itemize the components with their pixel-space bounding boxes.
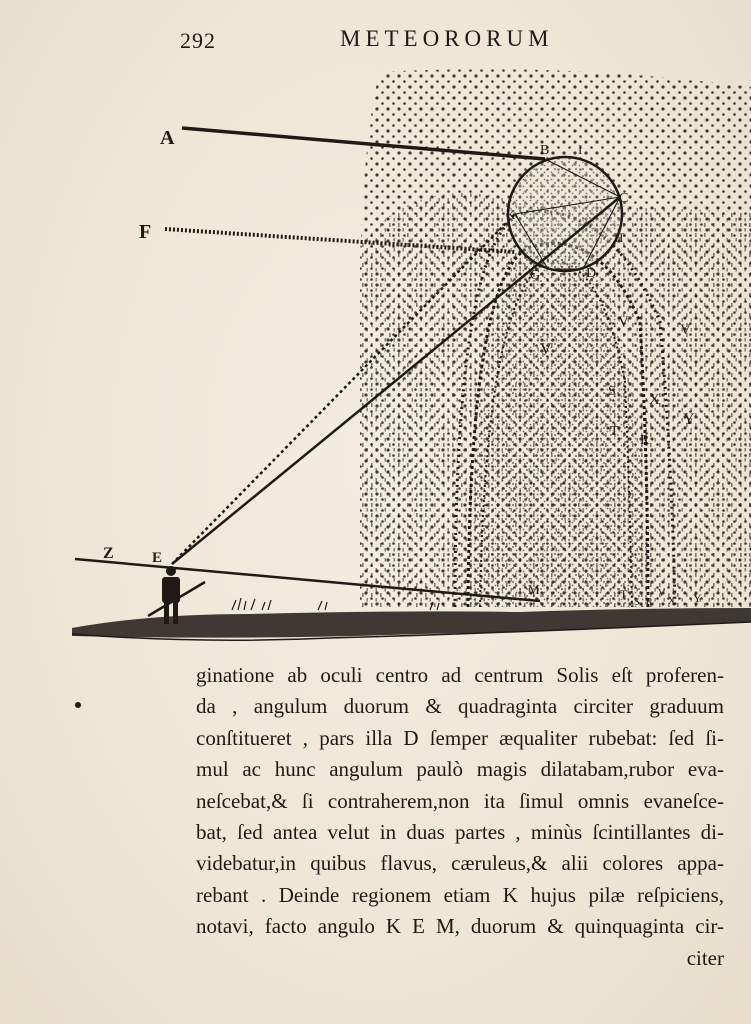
- label-S-base: S: [634, 597, 640, 608]
- text-line: citer: [686, 945, 724, 970]
- label-A: A: [160, 127, 175, 149]
- text-line: rebant . Deinde regionem etiam K hujus pilæ reſpiciens,: [196, 882, 724, 907]
- label-V-3: V: [540, 341, 552, 358]
- label-E: E: [152, 550, 163, 566]
- text-line: conſtitueret , pars illa D ſemper æqualiter rubebat: ſed ſi-: [196, 725, 724, 750]
- label-H: H: [614, 230, 624, 245]
- label-F: F: [139, 221, 152, 243]
- text-line: mul ac hunc angulum paulò magis dilatabam,rubor eva-: [196, 757, 724, 782]
- text-line: bat, ſed antea velut in duas partes , minùs ſcintillantes di-: [196, 819, 724, 844]
- label-V-base: V: [658, 588, 666, 599]
- label-Z: Z: [103, 545, 114, 562]
- text-line: notavi, facto angulo K E M, duorum & quinquaginta cir-: [196, 914, 724, 939]
- label-V-1: V: [618, 314, 629, 330]
- label-R-base: R: [646, 597, 653, 608]
- page-number: 292: [180, 28, 216, 53]
- body-text: [196, 660, 724, 974]
- label-C: C: [619, 191, 629, 206]
- text-line: ginatione ab oculi centro ad centrum Solis eſt proferen-: [196, 663, 724, 687]
- label-B: B: [540, 143, 550, 158]
- rainbow-woodcut-figure: [0, 62, 751, 652]
- margin-mark: [75, 702, 81, 708]
- label-D: D: [586, 266, 597, 281]
- label-X: X: [649, 392, 660, 408]
- running-head: [0, 22, 751, 56]
- label-T-base: T: [620, 587, 628, 601]
- label-Y-base: Y: [693, 591, 702, 605]
- running-title: METEORORUM: [340, 26, 554, 51]
- label-Y: Y: [683, 411, 695, 428]
- label-T: T: [610, 424, 619, 439]
- label-S: S: [608, 384, 616, 399]
- label-I: I: [578, 142, 583, 157]
- text-line: videbatur,in quibus flavus, cæruleus,& alii colores appa-: [196, 851, 724, 876]
- label-V-2: V: [680, 322, 691, 338]
- label-K: K: [506, 207, 516, 222]
- text-line: da , angulum duorum & quadraginta circiter graduum: [196, 694, 724, 719]
- label-M: M: [528, 582, 540, 597]
- label-R: R: [640, 433, 650, 448]
- label-X-base: X: [668, 596, 676, 607]
- label-G: G: [530, 268, 541, 283]
- text-line: neſcebat,& ſi contraherem,non ita ſimul omnis evaneſce-: [196, 788, 724, 813]
